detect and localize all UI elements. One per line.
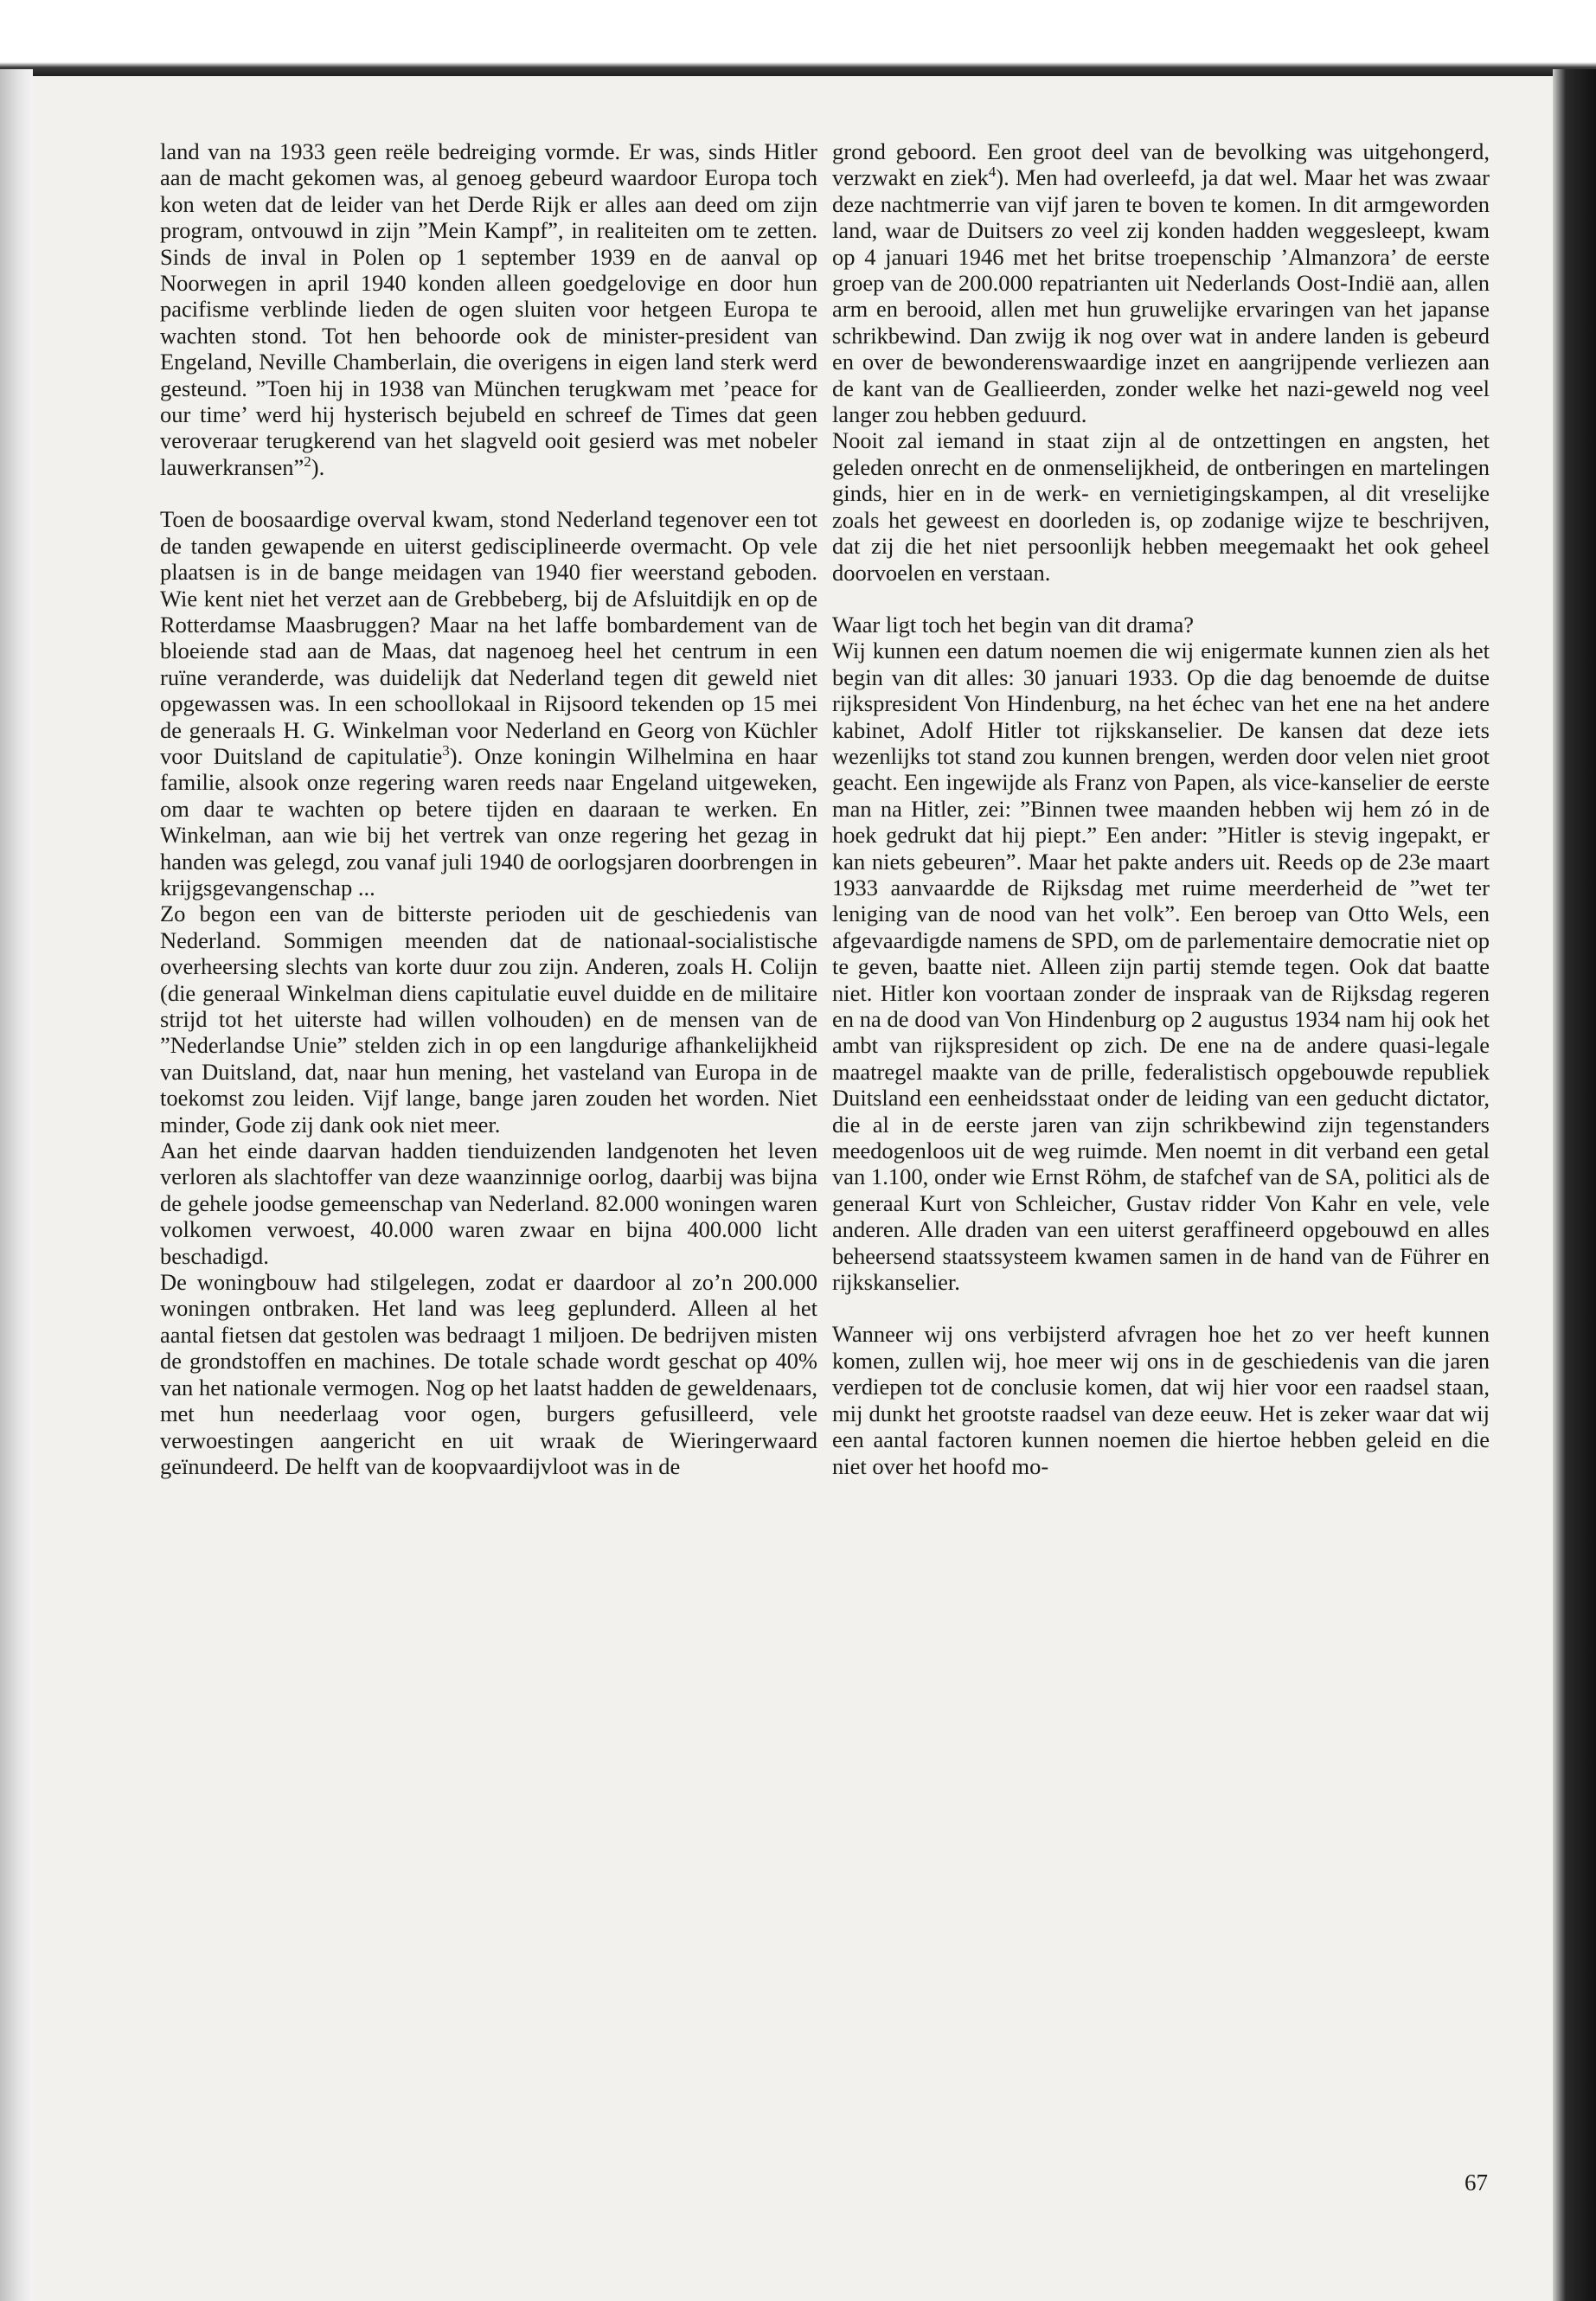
right-text-column (832, 138, 1490, 1479)
paragraph (832, 138, 1490, 427)
paragraph-text: Toen de boosaardige overval kwam, stond Nederland tegenover een tot de tanden gewapende en uiterst gedisciplineerde overmacht. Op vele plaatsen is in de bange meidagen van 1940 fier weerstand geboden. Wie kent niet het verzet aan de Grebbeberg, bij de Afsluitdijk en op de Rotterdamse Maasbruggen? Maar na het laffe bombardement van de bloeiende stad aan de Maas, dat nagenoeg heel het centrum in een ruïne veranderde, was duidelijk dat Nederland tegen dit geweld niet opgewassen was. In een schoollokaal in Rijsoord tekenden op 15 mei de generaals H. G. Winkelman voor Nederland en Georg von Küchler voor Duitsland de capitulatie (160, 506, 817, 769)
left-text-column (160, 138, 817, 1479)
paragraph (160, 138, 817, 480)
paragraph (160, 506, 817, 901)
scan-right-edge (1553, 69, 1596, 2301)
scan-top-edge (0, 0, 1596, 76)
paragraph: Wij kunnen een datum noemen die wij enigermate kunnen zien als het begin van dit alles: 30 januari 1933. Op die dag benoemde de duitse rijkspresident Von Hindenburg, na het échec van het ene na het andere kabinet, Adolf Hitler tot rijkskanselier. De kansen dat deze iets wezenlijks tot stand zou kunnen brengen, werden door velen niet groot geacht. Een ingewijde als Franz von Papen, als vice-kanselier de eerste man na Hitler, zei: ”Binnen twee maanden hebben wij hem zó in de hoek gedrukt dat hij piept.” Een ander: ”Hitler is stevig ingepakt, er kan niets gebeuren”. Maar het pakte anders uit. Reeds op de 23e maart 1933 aanvaardde de Rijksdag met ruime meerderheid de ”wet ter leniging van de nood van het volk”. Een beroep van Otto Wels, een afgevaardigde namens de SPD, om de parlementaire democratie niet op te geven, baatte niet. Alleen zijn partij stemde tegen. Ook dat baatte niet. Hitler kon voortaan zonder de inspraak van de Rijksdag regeren en na de dood van Von Hindenburg op 2 augustus 1934 nam hij ook het ambt van rijkspresident op zich. De ene na de andere quasi-legale maatregel maakte van de prille, federalistisch opgebouwde republiek Duitsland een eenheidsstaat onder de leiding van een geducht dictator, die al in de eerste jaren van zijn schrikbewind zijn tegenstanders meedogenloos uit de weg ruimde. Men noemt in dit verband een getal van 1.100, onder wie Ernst Röhm, de stafchef van de SA, politici als de generaal Kurt von Schleicher, Gustav ridder Von Kahr en vele, vele anderen. Alle draden van een uiterst geraffineerd opgebouwd en alles beheersend staatssysteem kwamen samen in de hand van de Führer en rijkskanselier. (832, 638, 1490, 1296)
paragraph-text: grond geboord. Een groot deel van de bevolking was uitgehongerd, verzwakt en ziek (832, 138, 1490, 191)
footnote-ref: 3 (442, 742, 450, 760)
paragraph: Wanneer wij ons verbijsterd afvragen hoe het zo ver heeft kunnen komen, zullen wij, hoe meer wij ons in de geschiedenis van die jaren verdiepen tot de conclusie komen, dat wij hier voor een raadsel staan, mij dunkt het grootste raadsel van deze eeuw. Het is zeker waar dat wij een aantal factoren kunnen noemen die hiertoe hebben geleid en die niet over het hoofd mo- (832, 1321, 1490, 1479)
paragraph: Nooit zal iemand in staat zijn al de ontzettingen en angsten, het geleden onrecht en de onmenselijkheid, de ontberingen en martelingen ginds, hier en in de werk- en vernietigingskampen, al dit vreselijke zoals het geweest en doorleden is, op zodanige wijze te beschrijven, dat zij die het niet persoonlijk hebben meegemaakt het ook geheel doorvoelen en verstaan. (832, 427, 1490, 586)
scan-binding-shadow (0, 69, 33, 2301)
paragraph: Aan het einde daarvan hadden tienduizenden landgenoten het leven verloren als slachtoffer van deze waanzinnige oorlog, daarbij was bijna de gehele joodse gemeenschap van Nederland. 82.000 woningen waren volkomen verwoest, 40.000 waren zwaar en bijna 400.000 licht beschadigd. (160, 1138, 817, 1269)
footnote-ref: 2 (304, 453, 311, 471)
paragraph: Waar ligt toch het begin van dit drama? (832, 611, 1195, 638)
paragraph-text: ). Men had overleefd, ja dat wel. Maar het was zwaar deze nachtmerrie van vijf jaren te boven te komen. In dit armgeworden land, waar de Duitsers zo veel zij konden hadden weggesleept, kwam op 4 januari 1946 met het britse troepenschip ’Almanzora’ de eerste groep van de 200.000 repatrianten uit Nederlands Oost-Indië aan, allen arm en berooid, allen met hun gruwelijke ervaringen van het japanse schrikbewind. Dan zwijg ik nog over wat in andere landen is gebeurd en over de bewonderenswaardige inzet en aangrijpende verliezen aan de kant van de Geallieerden, zonder welke het nazi-geweld nog veel langer zou hebben geduurd. (832, 164, 1490, 428)
paragraph-text: ). Onze koningin Wilhelmina en haar familie, alsook onze regering waren reeds naar Engeland uitgeweken, om daar te wachten op betere tijden en daaraan te werken. En Winkelman, aan wie bij het vertrek van onze regering het gezag in handen was gelegd, zou vanaf juli 1940 de oorlogsjaren doorbrengen in krijgsgevangenschap ... (160, 742, 817, 901)
paragraph-text: land van na 1933 geen reële bedreiging vormde. Er was, sinds Hitler aan de macht gekomen was, al genoeg gebeurd waardoor Europa toch kon weten dat de leider van het Derde Rijk er alles aan deed om zijn program, ontvouwd in zijn ”Mein Kampf”, in realiteiten om te zetten. Sinds de inval in Polen op 1 september 1939 en de aanval op Noorwegen in april 1940 konden alleen goedgelovige en door hun pacifisme verblinde lieden de ogen sluiten voor hetgeen Europa te wachten stond. Tot hen behoorde ook de minister-president van Engeland, Neville Chamberlain, die overigens in eigen land sterk werd gesteund. ”Toen hij in 1938 van München terugkwam met ’peace for our time’ werd hij hysterisch bejubeld en schreef de Times dat geen veroveraar terugkerend van het slagveld ooit gesierd was met nobeler lauwerkransen” (160, 138, 817, 480)
paragraph: De woningbouw had stilgelegen, zodat er daardoor al zo’n 200.000 woningen ontbraken. Het land was leeg geplunderd. Alleen al het aantal fietsen dat gestolen was bedraagt 1 miljoen. De bedrijven misten de grondstoffen en machines. De totale schade wordt geschat op 40% van het nationale vermogen. Nog op het laatst hadden de geweldenaars, met hun neederlaag voor ogen, burgers gefusilleerd, vele verwoestingen aangericht en uit wraak de Wieringerwaard geïnundeerd. De helft van de koopvaardijvloot was in de (160, 1269, 817, 1479)
footnote-ref: 4 (988, 163, 997, 181)
paragraph-text: ). (311, 453, 325, 480)
paragraph: Zo begon een van de bitterste perioden uit de geschiedenis van Nederland. Sommigen meenden dat de nationaal-socialistische overheersing slechts van korte duur zou zijn. Anderen, zoals H. Colijn (die generaal Winkelman diens capitulatie euvel duidde en de militaire strijd tot het uiterste had willen volhouden) en de mensen van de ”Nederlandse Unie” stelden zich in op een langdurige afhankelijkheid van Duitsland, dat, naar hun mening, het vasteland van Europa in de toekomst zou leiden. Vijf lange, bange jaren zouden het worden. Niet minder, Gode zij dank ook niet meer. (160, 901, 817, 1138)
page-number: 67 (1465, 2170, 1488, 2195)
